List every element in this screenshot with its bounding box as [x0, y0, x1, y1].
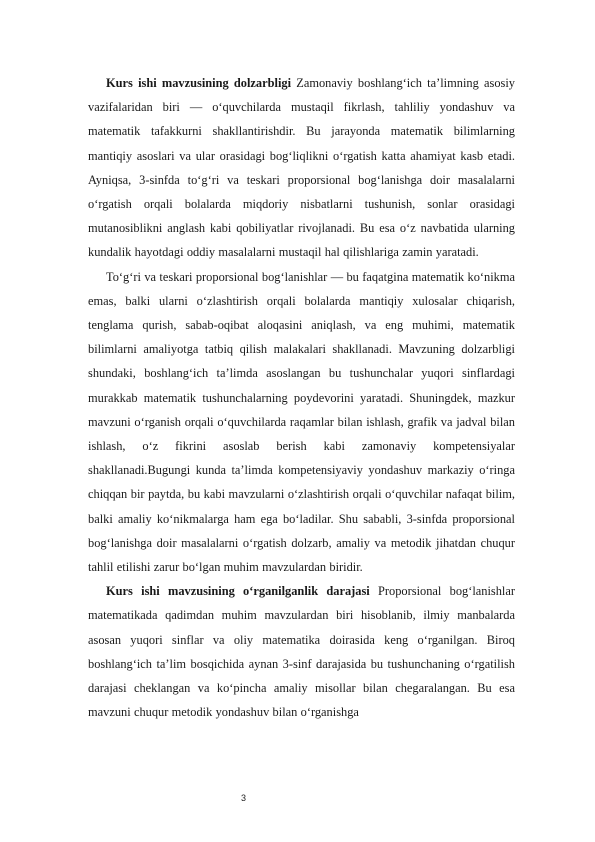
document-body: [88, 71, 515, 724]
paragraph-relevance: [88, 71, 515, 265]
paragraph-study-level-text: Proporsional bog‘lanishlar matematikada qadimdan muhim mavzulardan biri hisoblanib, ilmiy manbalarda asosan yuqori sinflar va oliy matematika doirasida keng o‘rganilgan. Biroq boshlang‘ich ta’lim bosqichida aynan 3-sinf darajasida bu tushunchaning o‘rgatilish darajasi cheklangan va ko‘pincha amaliy misollar bilan chegaralangan. Bu esa mavzuni chuqur metodik yondashuv bilan o‘rganishga: [88, 584, 515, 720]
page-number: 3: [241, 793, 247, 803]
paragraph-relevance-text: Zamonaviy boshlang‘ich ta’limning asosiy vazifalaridan biri — o‘quvchilarda mustaqil fikrlash, tahliliy yondashuv va matematik tafakkurni shakllantirishdir. Bu jarayonda matematik bilimlarning mantiqiy asoslari va ular orasidagi bog‘liqlikni o‘rgatish katta ahamiyat kasb etadi. Ayniqsa, 3-sinfda to‘g‘ri va teskari proporsional bog‘lanishga doir masalalarni o‘rgatish orqali bolalarda miqdoriy nisbatlarni tushunish, sonlar orasidagi mutanosiblikni anglash kabi qobiliyatlar rivojlanadi. Bu esa o‘z navbatida ularning kundalik hayotdagi oddiy masalalarni mustaqil hal qilishlariga zamin yaratadi.: [88, 76, 515, 260]
paragraph-study-level: [88, 579, 515, 724]
paragraph-proportional-relations: [88, 265, 515, 580]
paragraph-proportional-relations-text: To‘g‘ri va teskari proporsional bog‘lanishlar — bu faqatgina matematik ko‘nikma emas, balki ularni o‘zlashtirish orqali bolalarda mantiqiy xulosalar chiqarish, tenglama qurish, sabab-oqibat aloqasini aniqlash, va eng muhimi, matematik bilimlarni amaliyotga tatbiq qilish malakalari shakllanadi. Mavzuning dolzarbligi shundaki, boshlang‘ich ta’limda asoslangan bu tushunchalar yuqori sinflardagi murakkab matematik tushunchalarning poydevorini yaratadi. Shuningdek, mazkur mavzuni o‘rganish orqali o‘quvchilarda raqamlar bilan ishlash, grafik va jadval bilan ishlash, o‘z fikrini asoslab berish kabi zamonaviy kompetensiyalar shakllanadi.Bugungi kunda ta’limda kompetensiyaviy yondashuv markaziy o‘ringa chiqqan bir paytda, bu kabi mavzularni o‘zlashtirish orqali o‘quvchilar nafaqat bilim, balki amaliy ko‘nikmalarga ham ega bo‘ladilar. Shu sababli, 3-sinfda proporsional bog‘lanishga doir masalalarni o‘rgatish dolzarb, amaliy va metodik jihatdan chuqur tahlil etilishi zarur bo‘lgan muhim mavzulardan biridir.: [88, 269, 515, 575]
heading-relevance: Kurs ishi mavzusining dolzarbligi: [106, 76, 292, 90]
heading-study-level: Kurs ishi mavzusining o‘rganilganlik darajasi: [106, 584, 370, 599]
